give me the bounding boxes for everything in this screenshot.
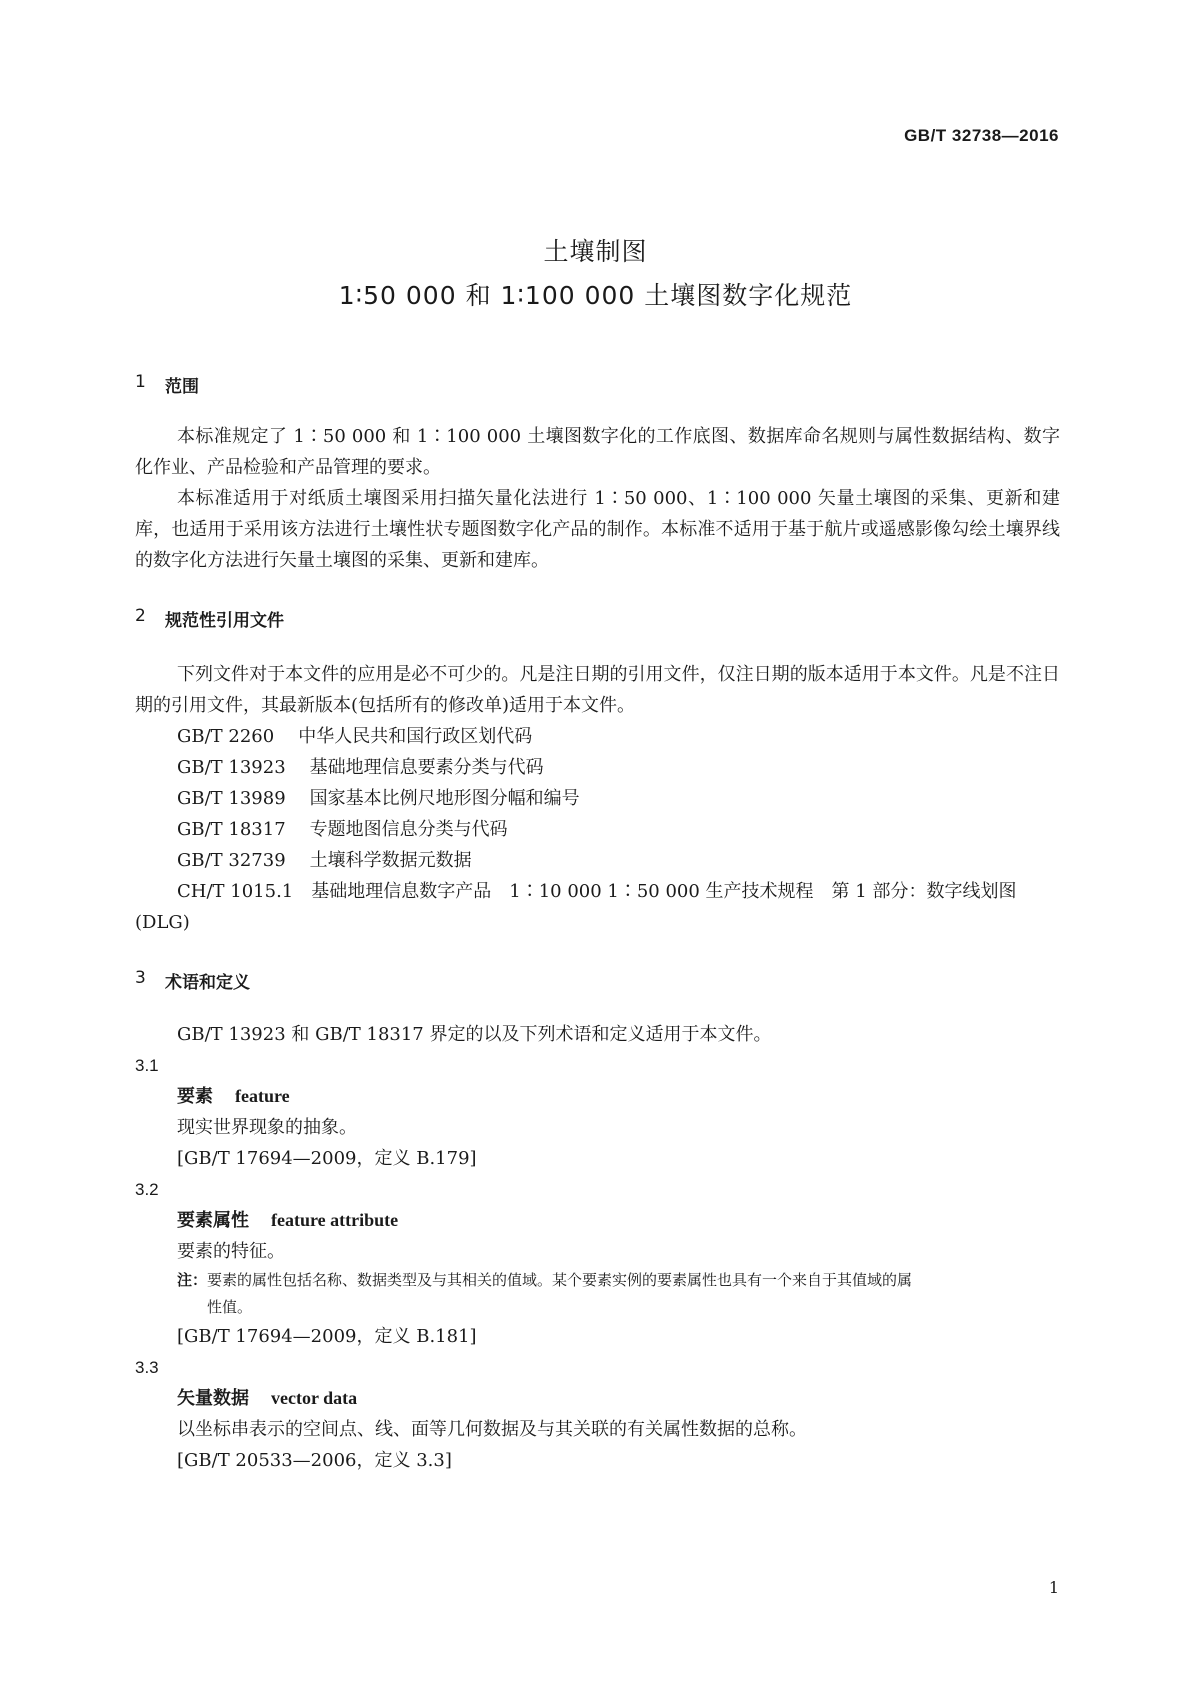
reference-name: 土壤科学数据元数据 [309,850,472,871]
reference-name: 国家基本比例尺地形图分幅和编号 [309,788,580,809]
term-english: vector data [271,1388,358,1408]
reference-code: GB/T 18317 [177,819,286,840]
standard-code: GB/T 32738—2016 [904,126,1059,145]
paragraph: 本标准适用于对纸质土壤图采用扫描矢量化法进行 1∶50 000、1∶100 000 矢量土壤图的采集、更新和建库，也适用于采用该方法进行土壤性状专题图数字化产品的制作。本标准不适用于基于航片或遥感影像勾绘土壤界线的数字化方法进行矢量土壤图的采集、更新和建库。 [135,488,1060,571]
note-text-line2: 性值。 [207,1298,253,1316]
term-number: 3.3 [135,1358,159,1377]
term-english: feature attribute [271,1210,399,1230]
term-definition: 以坐标串表示的空间点、线、面等几何数据及与其关联的有关属性数据的总称。 [177,1419,807,1440]
term-number: 3.1 [135,1056,159,1075]
document-title-line2: 1∶50 000 和 1∶100 000 土壤图数字化规范 [338,281,853,310]
section-number: 2 [135,606,146,626]
section-number: 1 [135,372,146,392]
term-chinese: 要素属性 [177,1210,249,1231]
note-label: 注： [177,1271,208,1289]
reference-name: 专题地图信息分类与代码 [309,819,508,840]
reference-code: GB/T 13989 [177,788,286,809]
reference-item [135,752,1060,783]
section-heading-normative-references [135,606,1060,631]
reference-item [135,845,1060,876]
reference-item: CH/T 1015.1 基础地理信息数字产品 1∶10 000 1∶50 000 生产技术规程 第 1 部分：数字线划图(DLG) [135,881,1017,933]
note-text-line1: 要素的属性包括名称、数据类型及与其相关的值域。某个要素实例的要素属性也具有一个来自于其值域的属 [207,1271,913,1289]
term-source: [GB/T 17694—2009，定义 B.181] [177,1326,477,1347]
reference-item [135,783,1060,814]
reference-code: GB/T 32739 [177,850,286,871]
term-heading [135,1383,1060,1414]
paragraph: 本标准规定了 1∶50 000 和 1∶100 000 土壤图数字化的工作底图、数据库命名规则与属性数据结构、数字化作业、产品检验和产品管理的要求。 [135,426,1060,478]
section-number: 3 [135,968,146,988]
section-title: 术语和定义 [165,973,250,993]
reference-item [135,721,1060,752]
document-title-line1: 土壤制图 [543,237,648,266]
document-body [135,372,1060,1476]
section-title: 范围 [165,377,199,397]
term-number: 3.2 [135,1180,159,1199]
term-heading [135,1205,1060,1236]
reference-code: GB/T 2260 [177,726,275,747]
term-chinese: 矢量数据 [177,1388,249,1409]
page-number: 1 [1048,1578,1059,1597]
term-chinese: 要素 [177,1086,213,1107]
reference-name: 基础地理信息要素分类与代码 [309,757,544,778]
term-heading [135,1081,1060,1112]
paragraph: 下列文件对于本文件的应用是必不可少的。凡是注日期的引用文件，仅注日期的版本适用于本文件。凡是不注日期的引用文件，其最新版本(包括所有的修改单)适用于本文件。 [135,664,1060,716]
paragraph: GB/T 13923 和 GB/T 18317 界定的以及下列术语和定义适用于本文件。 [177,1024,772,1045]
reference-name: 中华人民共和国行政区划代码 [298,726,533,747]
term-note [135,1267,1060,1321]
term-english: feature [235,1086,290,1106]
reference-code: GB/T 13923 [177,757,286,778]
term-definition: 现实世界现象的抽象。 [177,1117,357,1138]
section-title: 规范性引用文件 [165,611,284,631]
reference-item [135,814,1060,845]
term-source: [GB/T 20533—2006，定义 3.3] [177,1450,452,1471]
term-definition: 要素的特征。 [177,1241,285,1262]
section-heading-scope [135,372,1060,397]
section-heading-terms-definitions [135,968,1060,993]
term-source: [GB/T 17694—2009，定义 B.179] [177,1148,477,1169]
